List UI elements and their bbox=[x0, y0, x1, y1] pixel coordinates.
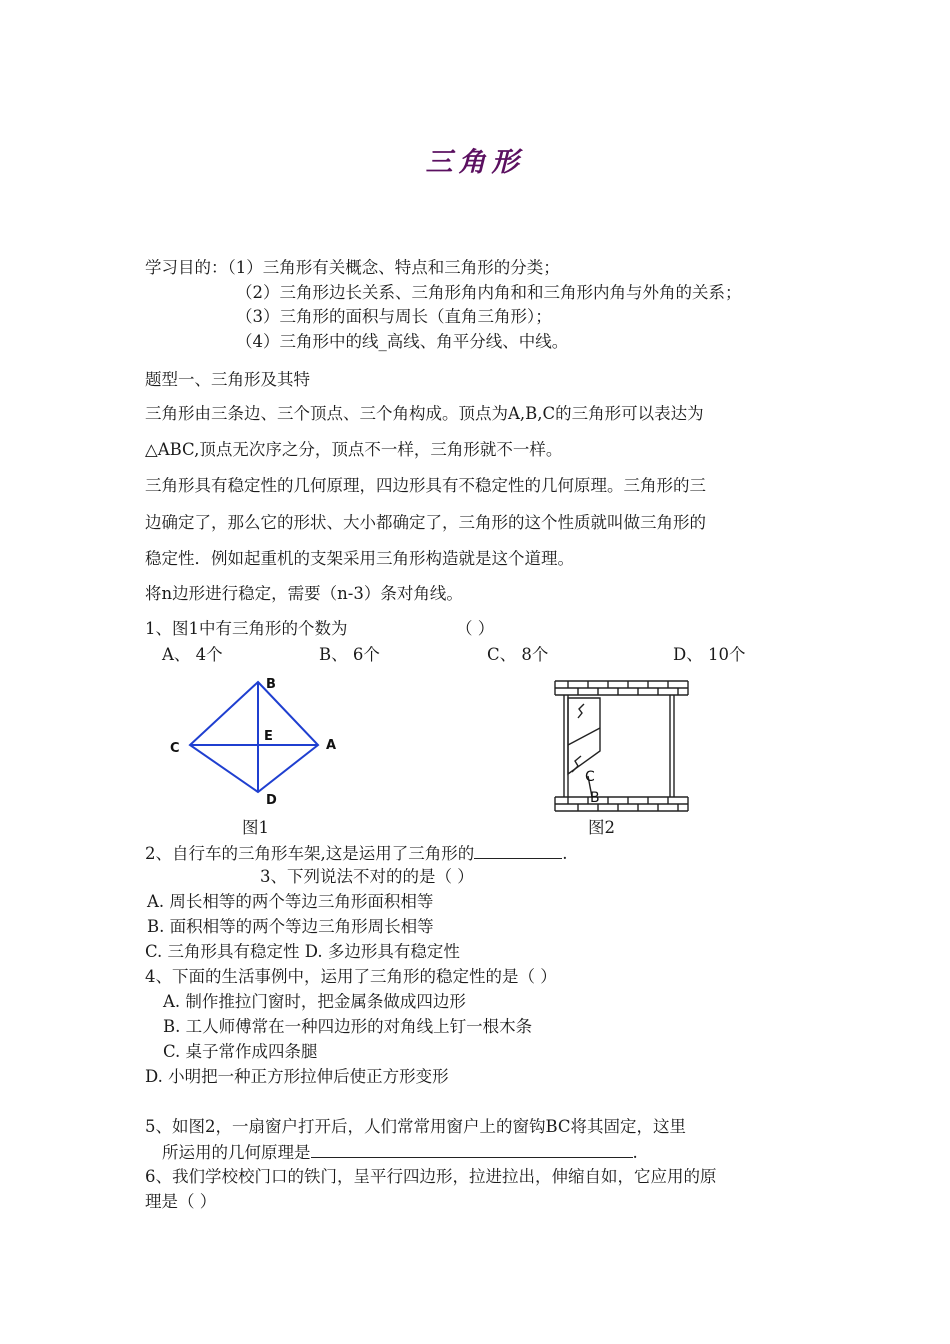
objective-item: （1）三角形有关概念、特点和三角形的分类； bbox=[227, 258, 560, 277]
figure-2-caption: 图2 bbox=[588, 818, 615, 837]
figure-1-rhombus bbox=[160, 670, 350, 815]
objective-item: （2）三角形边长关系、三角形角内角和和三角形内角与外角的关系； bbox=[236, 283, 742, 302]
question-5-line-1: 5、如图2，一扇窗户打开后，人们常常用窗户上的窗钩BC将其固定，这里 bbox=[145, 1117, 687, 1136]
option-b: B、 6个 bbox=[319, 645, 380, 664]
figure-2-window bbox=[550, 676, 695, 816]
objective-item: （3）三角形的面积与周长（直角三角形）； bbox=[236, 307, 552, 326]
paragraph-line: 边确定了，那么它的形状、大小都确定了，三角形的这个性质就叫做三角形的 bbox=[145, 513, 706, 532]
question-2-end: . bbox=[562, 844, 568, 863]
paragraph-line: 将n边形进行稳定，需要（n-3）条对角线。 bbox=[145, 584, 463, 603]
question-2-stem: 2、自行车的三角形车架,这是运用了三角形的 bbox=[145, 844, 475, 863]
paragraph-line: 稳定性．例如起重机的支架采用三角形构造就是这个道理。 bbox=[145, 549, 574, 568]
objectives-label: 学习目的： bbox=[145, 258, 228, 277]
answer-blank[interactable] bbox=[474, 842, 562, 859]
question-5-line-2 bbox=[162, 1141, 638, 1164]
objective-item: （4）三角形中的线_高线、角平分线、中线。 bbox=[236, 332, 569, 351]
paragraph-line: △ABC,顶点无次序之分，顶点不一样，三角形就不一样。 bbox=[145, 440, 563, 459]
option-a: A、 4个 bbox=[162, 645, 223, 664]
question-2 bbox=[145, 842, 568, 865]
option-b: B. 工人师傅常在一种四边形的对角线上钉一根木条 bbox=[163, 1017, 533, 1036]
vertex-label-a: A bbox=[326, 738, 337, 753]
question-6-line-1: 6、我们学校校门口的铁门，呈平行四边形，拉进拉出，伸缩自如，它应用的原 bbox=[145, 1167, 717, 1186]
figure-1-caption: 图1 bbox=[242, 818, 269, 837]
paragraph-line: 三角形由三条边、三个顶点、三个角构成。顶点为A,B,C的三角形可以表达为 bbox=[145, 404, 704, 423]
vertex-label-c: C bbox=[170, 741, 180, 756]
option-c: C、 8个 bbox=[487, 645, 549, 664]
question-6-line-2: 理是（ ） bbox=[145, 1192, 217, 1211]
option-a: A. 周长相等的两个等边三角形面积相等 bbox=[147, 892, 434, 911]
option-b: B. 面积相等的两个等边三角形周长相等 bbox=[147, 917, 434, 936]
question-5-stem: 所运用的几何原理是 bbox=[162, 1143, 311, 1162]
objectives-row-1 bbox=[145, 257, 560, 279]
option-c-d: C. 三角形具有稳定性 D. 多边形具有稳定性 bbox=[145, 942, 460, 961]
center-label-e: E bbox=[264, 729, 273, 744]
section-heading: 题型一、三角形及其特 bbox=[145, 370, 310, 389]
paragraph-line: 三角形具有稳定性的几何原理，四边形具有不稳定性的几何原理。三角形的三 bbox=[145, 476, 706, 495]
page-title: 三角形 bbox=[425, 147, 525, 178]
answer-blank[interactable] bbox=[311, 1141, 633, 1158]
option-d: D. 小明把一种正方形拉伸后使正方形变形 bbox=[145, 1067, 449, 1086]
hook-label-c: C bbox=[585, 769, 595, 785]
question-3-stem: 3、下列说法不对的的是（ ） bbox=[260, 867, 474, 886]
question-4-stem: 4、下面的生活事例中，运用了三角形的稳定性的是（ ） bbox=[145, 967, 557, 986]
vertex-label-d: D bbox=[266, 793, 277, 808]
answer-paren: （ ） bbox=[456, 619, 495, 638]
vertex-label-b: B bbox=[266, 677, 276, 692]
question-1-stem: 1、图1中有三角形的个数为 bbox=[145, 619, 348, 638]
hook-label-b: B bbox=[590, 790, 600, 806]
option-a: A. 制作推拉门窗时，把金属条做成四边形 bbox=[163, 992, 466, 1011]
question-5-end: . bbox=[632, 1143, 638, 1162]
option-d: D、 10个 bbox=[673, 645, 746, 664]
option-c: C. 桌子常作成四条腿 bbox=[163, 1042, 318, 1061]
